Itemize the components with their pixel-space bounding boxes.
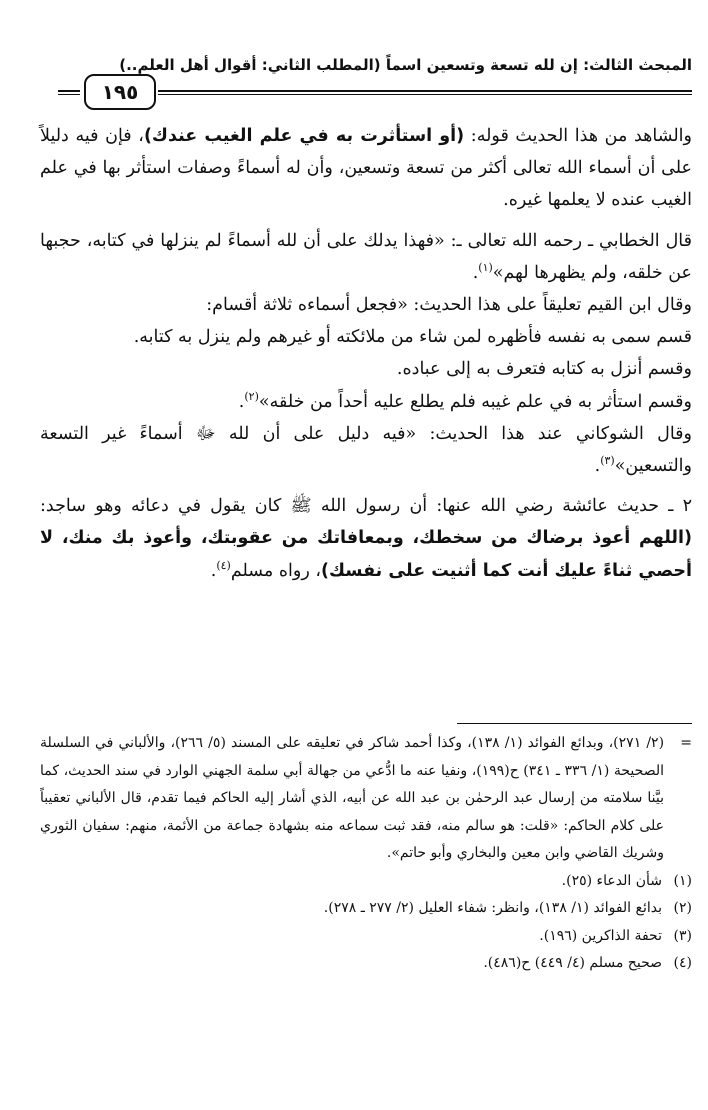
- page-header: [40, 50, 692, 110]
- footnote-number: (١): [673, 872, 692, 889]
- header-rule-left: [58, 90, 80, 95]
- footnote-separator: [457, 723, 692, 724]
- quoted-hadith: (أو استأثرت به في علم الغيب عندك): [143, 126, 465, 146]
- paragraph-khattabi: قال الخطابي ـ رحمه الله تعالى ـ: «فهذا يدلك على أن لله أسماءً لم ينزلها في كتابه، حجبها عن خلقه، ولم يظهرها لهم»$^{(١)}$.: [40, 230, 692, 283]
- main-text: [40, 120, 692, 587]
- running-head-title: المبحث الثالث: إن لله تسعة وتسعين اسماً (المطلب الثاني: أقوال أهل العلم..): [119, 56, 692, 74]
- footnote-item: [40, 868, 692, 896]
- footnote-text: تحفة الذاكرين (١٩٦).: [539, 927, 662, 944]
- paragraph-shawkani: وقال الشوكاني عند هذا الحديث: «فيه دليل على أن لله ﷻ أسماءً غير التسعة والتسعين»$^{(٣)}$.: [40, 423, 692, 477]
- paragraph-text: ، رواه مسلم: [230, 560, 321, 581]
- footnote-number: (٣): [673, 927, 692, 944]
- footnote-ref: (١): [478, 260, 493, 274]
- paragraph-division-2: [40, 353, 692, 385]
- paragraph-text: وقسم استأثر به في علم غيبه فلم يطلع عليه أحداً من خلقه»: [258, 391, 692, 412]
- footnote-item: [40, 950, 692, 978]
- page-number: ١٩٥: [84, 74, 156, 110]
- paragraph-text: وقال الشوكاني عند هذا الحديث: «فيه دليل على أن لله ﷻ أسماءً غير التسعة والتسعين»: [40, 423, 692, 477]
- paragraph-text: ٢ ـ حديث عائشة رضي الله عنها: أن رسول الله ﷺ كان يقول في دعائه وهو ساجد:: [40, 496, 692, 517]
- paragraph-text: والشاهد من هذا الحديث قوله:: [464, 126, 692, 146]
- footnote-item: [40, 895, 692, 923]
- footnote-ref: (٤): [216, 558, 231, 572]
- footnote-item: [40, 923, 692, 951]
- quoted-hadith: (اللهم أعوذ برضاك من سخطك، وبمعافاتك من عقوبتك، وأعوذ بك منك، لا أحصي ثناءً عليك أنت كما أثنيت على نفسك): [40, 528, 692, 581]
- footnote-text: (٢/ ٢٧١)، وبدائع الفوائد (١/ ١٣٨)، وكذا أحمد شاكر في تعليقه على المسند (٥/ ٢٦٦)، والألباني في السلسلة الصحيحة (١/ ٣٣٦ ـ ٣٤١) ح(١٩٩)، ونفيا عنه ما ادُّعي من جهالة أبي سلمة الجهني الوارد في سند الحديث، كما بيَّنا سلامته من إرسال عبد الرحمٰن بن عبد الله عن أبيه، الذي أشار إليه الحاكم فيما تقدم، قال الألباني تعقيباً على كلام الحاكم: «قلت: هو سالم منه، فقد ثبت سماعه منه بشهادة جماعة من الأئمة، منهم: سفيان الثوري وشريك القاضي وابن معين والبخاري وأبو حاتم».: [40, 735, 665, 861]
- paragraph-division-3: وقسم استأثر به في علم غيبه فلم يطلع عليه أحداً من خلقه»$^{(٢)}$.: [238, 389, 692, 412]
- paragraph-aisha-hadith: ٢ ـ حديث عائشة رضي الله عنها: أن رسول الله ﷺ كان يقول في دعائه وهو ساجد: (اللهم أعوذ برضاك من سخطك، وبمعافاتك من عقوبتك، وأعوذ بك منك، لا أحصي ثناءً عليك أنت كما أثنيت على نفسك)، رواه مسلم$^{(٤)}$.: [40, 496, 692, 581]
- paragraph-evidence: [40, 120, 692, 217]
- paragraph-text: وقال ابن القيم تعليقاً على هذا الحديث: «فجعل أسماءه ثلاثة أقسام:: [206, 295, 692, 316]
- footnote-ref: (٣): [600, 454, 615, 468]
- footnote-continuation: [40, 730, 692, 868]
- paragraph-text: ، فإن فيه دليلاً على أن أسماء الله تعالى أكثر من تسعة وتسعين، وأن له أسماءً وصفات استأثر بها في علم الغيب عنده لا يعلمها غيره.: [40, 126, 692, 211]
- header-rule-right: [158, 90, 692, 95]
- footnote-number: (٢): [673, 900, 692, 916]
- footnote-text: صحيح مسلم (٤/ ٤٤٩) ح(٤٨٦).: [483, 955, 662, 971]
- paragraph-division-1: [40, 321, 692, 353]
- paragraph-text: وقسم أنزل به كتابه فتعرف به إلى عباده.: [396, 359, 692, 380]
- continuation-mark: =: [680, 735, 692, 751]
- footnote-text: بدائع الفوائد (١/ ١٣٨)، وانظر: شفاء العليل (٢/ ٢٧٧ ـ ٢٧٨).: [323, 900, 662, 916]
- footnotes: [40, 730, 692, 978]
- paragraph-text: قال الخطابي ـ رحمه الله تعالى ـ: «فهذا يدلك على أن لله أسماءً لم ينزلها في كتابه، حجبها عن خلقه، ولم يظهرها لهم»: [40, 230, 692, 283]
- paragraph-text: قسم سمى به نفسه فأظهره لمن شاء من ملائكته أو غيرهم ولم ينزل به كتابه.: [133, 327, 692, 348]
- paragraph-ibn-qayyim: [40, 289, 692, 321]
- footnote-ref: (٢): [244, 389, 259, 403]
- footnote-text: شأن الدعاء (٢٥).: [561, 872, 662, 889]
- footnote-number: (٤): [673, 955, 692, 971]
